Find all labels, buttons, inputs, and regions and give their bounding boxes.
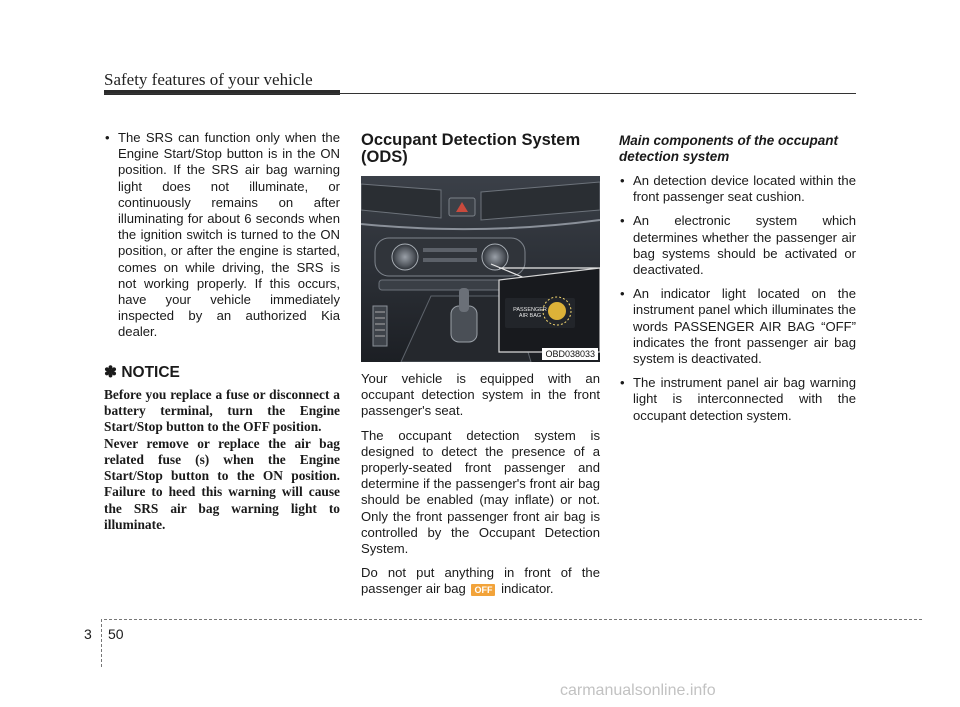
dashboard-illustration (361, 176, 600, 362)
dashboard-figure (361, 176, 600, 362)
page-header-title: Safety features of your vehicle (104, 70, 313, 89)
list-item: • An indicator light located on the instrument panel which illuminates the words PASSENGER AIR BAG “OFF” indicates the front passenger air bag system is deactivated. (619, 286, 856, 367)
paragraph: The occupant detection system is designed to detect the presence of a properly-seated front passenger and determine if the passenger's front air bag should be enabled (may inflate) or not. Only the front passenger front air bag is controlled by the Occupant Detection System. (361, 427, 600, 557)
list-item: • An electronic system which determines whether the passenger air bag systems should be activated or deactivated. (619, 213, 856, 278)
footer-rule (104, 619, 922, 620)
notice-paragraph: Before you replace a fuse or disconnect a battery terminal, turn the Engine Start/Stop button to the OFF position. (104, 386, 340, 435)
chapter-number: 3 (84, 626, 92, 642)
notice-title: NOTICE (121, 363, 180, 381)
column-middle (361, 130, 600, 606)
section-title: Occupant Detection System (ODS) (361, 131, 581, 166)
notice-heading (104, 363, 340, 382)
notice-symbol-icon: ✽ (104, 363, 117, 381)
subsection-title: Main components of the occupant detection system (619, 133, 839, 164)
list-item: • The SRS can function only when the Engine Start/Stop button is in the ON position. If the SRS air bag warning light does not illuminate, or continuously remains on after illuminating for about 6 seconds when the ignition switch is turned to the ON position, or after the engine is started, comes on while driving, the SRS is not working properly. If this occurs, have your vehicle immediately inspected by an authorized Kia dealer. (104, 130, 340, 341)
list-item: • The instrument panel air bag warning light is interconnected with the occupant detection system. (619, 375, 856, 424)
off-indicator-icon: OFF (471, 584, 495, 596)
srs-bullet-list (104, 130, 340, 341)
watermark: carmanualsonline.info (560, 682, 716, 699)
column-left (104, 130, 340, 533)
list-item: • An detection device located within the front passenger seat cushion. (619, 173, 856, 205)
notice-paragraph: Never remove or replace the air bag related fuse (s) when the Engine Start/Stop button to the ON position. Failure to heed this warning will cause the SRS air bag warning light to illuminate. (104, 435, 340, 533)
components-list (619, 173, 856, 424)
figure-code: OBD038033 (542, 348, 598, 360)
inset-passenger-airbag-label: PASSENGER AIR BAG (513, 307, 547, 319)
column-right (619, 130, 856, 432)
paragraph: Your vehicle is equipped with an occupant detection system in the front passenger's seat. (361, 371, 600, 419)
header-rule (104, 93, 856, 94)
paragraph-warning: Do not put anything in front of the passenger air bag OFF indicator. (361, 565, 600, 597)
page-number: 50 (108, 626, 124, 642)
footer-divider (101, 619, 102, 667)
